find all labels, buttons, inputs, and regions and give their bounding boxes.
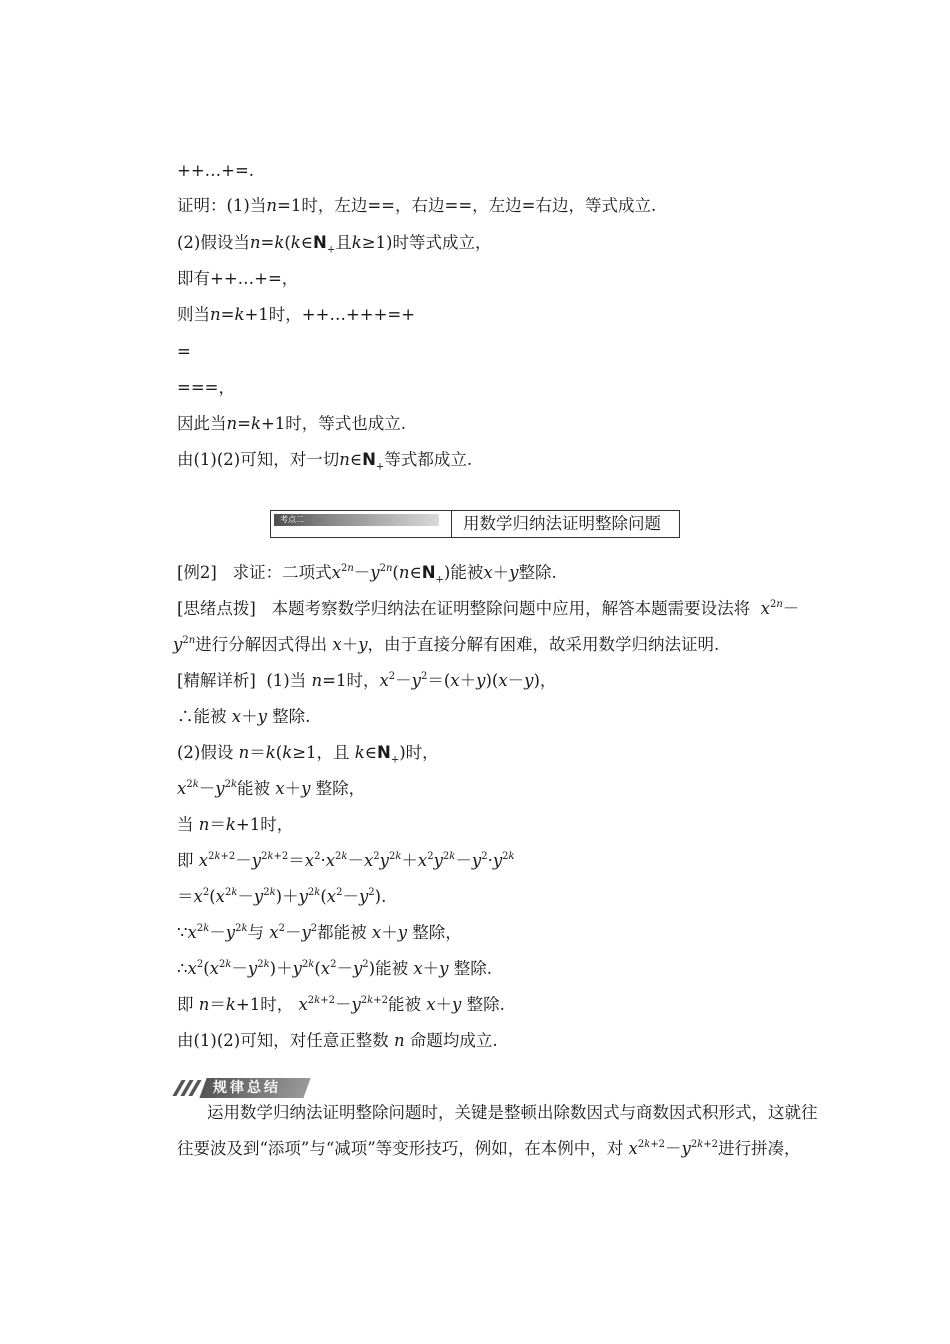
banner-divider: [451, 511, 452, 537]
solution-therefore-line: $\therefore x^2(x^{2k}-y^{2k})+y^{2k}(x^2-y^2)$能被 x＋y 整除.: [177, 959, 492, 978]
solution-factor-line: $=x^2(x^{2k}-y^{2k})+y^{2k}(x^2-y^2)$.: [177, 887, 387, 906]
summary-header: [173, 1078, 313, 1098]
solution-when-b: +1时，: [235, 815, 294, 834]
banner-title: 用数学归纳法证明整除问题: [463, 514, 661, 533]
hint-text-2: 进行分解因式得出: [195, 635, 328, 654]
proof-step2-a: (2)假设当: [177, 233, 250, 252]
proof-eq2-line: ===，: [177, 378, 235, 397]
solution-because: ∵: [177, 923, 188, 942]
solution-final-b: 命题均成立.: [409, 1031, 498, 1050]
summary-p2a: 往要波及到“添项”与“减项”等变形技巧，例如，在本例中，对: [177, 1139, 624, 1158]
hint-label: [思绪点拨]: [177, 599, 256, 618]
example2-text-c: 整除.: [518, 563, 557, 582]
hint-text-3: ，由于直接分解有困难，故采用数学归纳法证明.: [367, 635, 720, 654]
solution-ie2-d: 整除.: [466, 995, 505, 1014]
proof-step2-line: (2)假设当$n=k(k\in N_+$且k≥1)时等式成立，: [177, 233, 492, 256]
solution-ie2: 即: [177, 995, 194, 1014]
solution-therefore: ∴: [177, 959, 188, 978]
solution-therefore-b: 能被: [375, 959, 409, 978]
solution-because-line: $\because x^{2k}-y^{2k}$与 $x^2-y^2$都能被 x＋y 整除，: [177, 923, 462, 942]
solution-final: 由(1)(2)可知，对任意正整数: [177, 1031, 389, 1050]
proof-then-c: +1时，++…+++=+: [244, 305, 416, 324]
solution-ie-line: 即 $x^{2k+2}-y^{2k+2}=x^2\cdot x^{2k}-x^2y^{2k}+x^2y^{2k}-y^2\cdot y^{2k}$: [177, 851, 515, 870]
proof-step2-b: =: [260, 233, 275, 252]
solution-because-b: 与: [247, 923, 265, 942]
proof-step1-text-b: =1时，左边==，右边==，左边=右边，等式成立.: [277, 196, 657, 215]
solution-step1: (1)当: [266, 671, 307, 690]
proof-step2-f: 且: [335, 233, 352, 252]
summary-label: 规律总结: [213, 1080, 281, 1096]
proof-eq1-line: =: [177, 342, 191, 361]
proof-step2-c: (: [284, 233, 291, 252]
natural-numbers-symbol: N: [362, 450, 376, 469]
summary-label-box: [199, 1078, 310, 1098]
solution-label: [精解详析]: [177, 671, 256, 690]
proof-step2-d: ∈: [300, 233, 313, 252]
proof-then-b: =: [220, 305, 235, 324]
proof-conclude-line: 由(1)(2)可知，对一切$n\in N_+$等式都成立.: [177, 450, 473, 473]
proof-hence-b: =: [237, 414, 251, 433]
summary-p2b: 进行拼凑，: [718, 1139, 801, 1158]
proof-hence-c: +1时，等式也成立.: [260, 414, 407, 433]
solution-ie: 即: [177, 851, 194, 870]
hint-line: [思绪点拨] 本题考察数学归纳法在证明整除问题中应用，解答本题需要设法将 $x^{2n}-$: [177, 599, 800, 618]
proof-step2-g: ≥1)时等式成立，: [361, 233, 492, 252]
solution-candiv-line: $x^{2k}-y^{2k}$能被 x＋y 整除，: [177, 779, 366, 798]
solution-divisible: ∴能被: [177, 707, 227, 726]
solution-candiv-b: 整除，: [315, 779, 366, 798]
solution-assume: (2)假设: [177, 743, 234, 762]
proof-have-line: 即有++…+=，: [177, 269, 299, 288]
solution-divisible-b: 整除.: [272, 707, 311, 726]
solution-ie2-line: 即 n＝k+1时， $x^{2k+2}-y^{2k+2}$能被 x＋y 整除.: [177, 995, 505, 1014]
proof-conclude-b: ∈: [349, 450, 363, 469]
natural-numbers-symbol: N: [313, 233, 327, 252]
proof-conclude-a: 由(1)(2)可知，对一切: [177, 450, 340, 469]
section-banner: [270, 510, 680, 538]
solution-because-c: 都能被: [317, 923, 367, 942]
solution-final-line: 由(1)(2)可知，对任意正整数 n 命题均成立.: [177, 1031, 498, 1050]
proof-step1-text: 证明：(1)当: [177, 196, 267, 215]
proof-intro-line: ++…+=.: [177, 161, 255, 180]
example2-text-a: 求证：二项式: [232, 563, 332, 582]
proof-then-line: 则当n=k+1时，++…+++=+: [177, 305, 416, 324]
solution-when: 当: [177, 815, 194, 834]
solution-divisible-line: ∴能被 x＋y 整除.: [177, 707, 311, 726]
solution-ie2-c: 能被: [387, 995, 421, 1014]
banner-tag-label: 考点二: [280, 515, 304, 524]
solution-assume-line: (2)假设 n＝k(k≥1，且 $k\in N_+$)时，: [177, 743, 439, 766]
example2-text-b: 能被: [450, 563, 484, 582]
proof-conclude-d: 等式都成立.: [384, 450, 473, 469]
solution-ie2-b: +1时，: [235, 995, 294, 1014]
example2-label: [例2]: [177, 563, 217, 582]
proof-then-a: 则当: [177, 305, 210, 324]
proof-hence-a: 因此当: [177, 414, 227, 433]
solution-assume-c: )时，: [399, 743, 439, 762]
solution-candiv: 能被: [237, 779, 271, 798]
solution-step1-b: =1时，: [322, 671, 380, 690]
solution-when-line: 当 n＝k+1时，: [177, 815, 294, 834]
solution-assume-b: ≥1，且: [292, 743, 350, 762]
proof-step1-line: 证明：(1)当n=1时，左边==，右边==，左边=右边，等式成立.: [177, 196, 657, 215]
solution-because-d: 整除，: [412, 923, 462, 942]
proof-hence-line: 因此当n=k+1时，等式也成立.: [177, 414, 407, 433]
hint-text: 本题考察数学归纳法在证明整除问题中应用，解答本题需要设法将: [271, 599, 751, 618]
summary-paragraph-1: 运用数学归纳法证明整除问题时，关键是整顿出除数因式与商数因式积形式，这就往: [207, 1103, 818, 1122]
solution-therefore-c: 整除.: [453, 959, 492, 978]
solution-step1-line: [精解详析] (1)当 n=1时，$x^2-y^2=(x+y)(x-y)$，: [177, 671, 557, 690]
example2-line: [例2] 求证：二项式$x^{2n}-y^{2n}(n\in N_+)$能被x＋y整除.: [177, 563, 557, 586]
summary-paragraph-2: 往要波及到“添项”与“减项”等变形技巧，例如，在本例中，对 $x^{2k+2}-y^{2k+2}$进行拼凑，: [177, 1139, 801, 1158]
banner-tag: [274, 514, 439, 526]
hint-line-2: $y^{2n}$进行分解因式得出 x＋y，由于直接分解有困难，故采用数学归纳法证明.: [173, 635, 720, 654]
